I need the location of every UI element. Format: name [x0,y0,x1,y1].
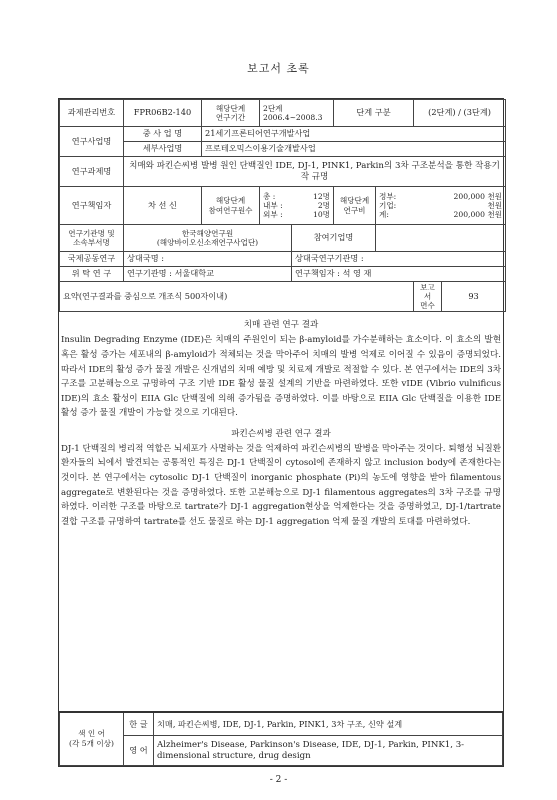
external-count: 10명 [313,210,331,220]
pages-label: 보고서 면수 [414,282,442,312]
summary-label: 요약(연구결과를 중심으로 개조식 500자이내) [60,282,414,312]
gov-label: 정부: [379,191,397,201]
project-number-label: 과제관리번호 [60,100,124,127]
program-label: 연구사업명 [60,127,124,157]
researchers-label: 해당단계 참여연구원수 [202,187,260,225]
sub-program-label: 세부사업명 [124,142,202,157]
contract-label: 위 탁 연 구 [60,267,124,282]
keywords-label: 색 인 어 (각 5개 이상) [60,712,124,766]
gov-budget: 200,000 천원 [453,191,503,201]
keywords-ko-label: 한 글 [124,712,154,736]
keywords-table [59,711,503,767]
pi-label: 연구책임자 [60,187,124,225]
phase-value: (2단계) / (3단계) [414,100,506,127]
keywords-ko: 치매, 파킨슨씨병, IDE, DJ-1, Parkin, PINK1, 3차 구조, 신약 설계 [154,712,503,736]
corp-budget: 천원 [487,200,503,210]
external-label: 외부 : [263,210,283,220]
keywords-en-label: 영 어 [124,736,154,766]
budget-values [376,187,506,225]
total-count: 12명 [313,191,331,201]
pages-count: 93 [442,282,506,312]
contract-org: 연구기관명 : 서울대학교 [124,267,292,282]
page-title: 보고서 초록 [247,62,310,75]
period-value: 2006.4~2008.3 [263,113,323,122]
report-frame [58,98,504,767]
corp-label: 기업: [379,200,397,210]
intl-org: 상대국연구기관명 : [292,252,506,267]
mid-program-label: 중 사 업 명 [124,127,202,142]
org-label: 연구기관명 및 소속부서명 [60,225,124,252]
internal-count: 2명 [317,200,331,210]
contract-pi: 연구책임자 : 석 영 재 [292,267,506,282]
sum-label: 계: [379,210,389,220]
section-text-dementia: Insulin Degrading Enzyme (IDE)은 치매의 주원인이 되는 β-amyloid를 가수분해하는 효소이다. 이 효소의 발현 혹은 활성 증가는 세포내의 β-amyloid가 적체되는 것을 막아주어 치매의 발병 억제로 이어질 수 있음이 증명되었다. 따라서 IDE의 활성 증가 물질 개발은 신개념의 치매 예방 및 치료제 개발로 적절할 수 있다. 본 연구에서는 IDE의 3차구조를 고분해능으로 규명하여 구조 기반 IDE 활성 물질 설계의 기반을 마련하였다. 또한 vIDE (Vibrio vulnificus IDE)의 효소 활성이 EIIA Glc 단백질에 의해 증가됨을 증명하였다. 이를 바탕으로 EIIA Glc 단백질을 이용한 IDE 활성 증가 물질 개발이 가능할 것으로 기대된다. [61,335,501,419]
intl-label: 국제공동연구 [60,252,124,267]
project-number: FPR06B2-140 [124,100,202,127]
section-title-parkinson: 파킨슨씨병 관련 연구 결과 [231,428,331,439]
sum-budget: 200,000 천원 [453,210,503,220]
stage-value: 2단계 [263,103,283,113]
mid-program: 21세기프론티어연구개발사업 [202,127,506,142]
sub-program: 프로테오믹스이용기술개발사업 [202,142,506,157]
internal-label: 내부 : [263,200,283,210]
phase-label: 단계 구분 [334,100,414,127]
org-name: 한국해양연구원 (해양바이오신소재연구사업단) [124,225,292,252]
budget-label: 해당단계 연구비 [334,187,376,225]
page-number: - 2 - [269,775,288,785]
total-label: 총 : [263,191,276,201]
section-title-dementia: 치매 관련 연구 결과 [243,320,319,331]
project-title: 치매와 파킨슨씨병 발병 원인 단백질인 IDE, DJ-1, PINK1, Parkin의 3차 구조분석을 통한 작용기작 규명 [124,157,506,187]
researchers-count [260,187,334,225]
stage-period [260,100,334,127]
keywords-en: Alzheimer's Disease, Parkinson's Disease, IDE, DJ-1, Parkin, PINK1, 3-dimensional structure, drug design [154,736,503,766]
intl-country: 상대국명 : [124,252,292,267]
stage-period-label: 해당단계 연구기간 [202,100,260,127]
section-text-parkinson: DJ-1 단백질의 병리적 역할은 뇌세포가 사멸하는 것을 억제하여 파킨슨씨병의 발병을 막아주는 것이다. 퇴행성 뇌질환 환자들의 뇌에서 발견되는 공통적인 특징은 DJ-1 단백질이 cytosol에 존재하지 않고 inclusion body에 존재한다는 것이다. 본 연구에서는 cytosolic DJ-1 단백질이 inorganic phosphate (Pi)의 농도에 영향을 받아 filamentous aggregate로 변환된다는 것을 증명하였다. 또한 고분해능으로 DJ-1 filamentous aggregates의 3차 구조를 규명하였다. 이러한 구조를 바탕으로 tartrate가 DJ-1 aggregation현상을 억제한다는 것을 증명하였고, DJ-1/tartrate 결합 구조를 규명하여 tartrate를 선도 물질로 하는 DJ-1 aggregation 억제 물질 개발의 토대를 마련하였다. [61,443,501,527]
corp-name [376,225,506,252]
project-title-label: 연구과제명 [60,157,124,187]
info-table [59,99,506,312]
corp-name-label: 참여기업명 [292,225,376,252]
pi-name: 차 선 신 [124,187,202,225]
